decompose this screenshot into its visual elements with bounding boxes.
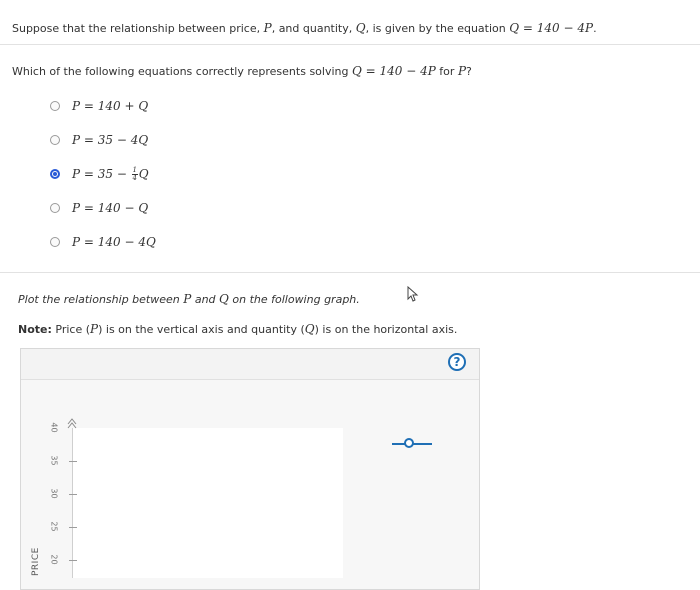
question-equation: Q = 140 − 4P <box>509 21 594 35</box>
radio-button-selected[interactable] <box>50 169 60 179</box>
plot-area[interactable] <box>72 428 343 578</box>
mouse-cursor-icon <box>406 286 420 302</box>
line-tool-point-icon[interactable] <box>404 438 414 448</box>
option-4[interactable] <box>50 198 148 218</box>
option-2[interactable] <box>50 130 148 150</box>
divider <box>0 272 700 273</box>
prompt-text: Which of the following equations correctly represents solving Q = 140 − 4P for P? <box>12 64 472 78</box>
radio-button[interactable] <box>50 135 60 145</box>
note-text: Note: Price (P) is on the vertical axis and quantity (Q) is on the horizontal axis. <box>18 322 458 336</box>
radio-button[interactable] <box>50 203 60 213</box>
y-tick-mark <box>69 461 77 462</box>
graph-toolbar <box>21 349 479 380</box>
y-tick-mark <box>69 560 77 561</box>
option-label: P = 140 − 4Q <box>72 235 156 249</box>
y-tick-mark <box>69 494 77 495</box>
option-3[interactable] <box>50 164 149 184</box>
y-tick-label: 40 <box>49 422 59 433</box>
y-tick-label: 20 <box>49 554 59 565</box>
option-label: P = 35 − 4Q <box>72 133 149 147</box>
y-axis-label: PRICE <box>31 547 41 576</box>
question-text: Suppose that the relationship between price, P, and quantity, Q, is given by the equation Q = 140 − 4P. <box>12 21 597 35</box>
option-label: P = 140 + Q <box>72 99 149 113</box>
plot-instruction: Plot the relationship between P and Q on the following graph. <box>18 292 360 306</box>
divider <box>0 44 700 45</box>
radio-button[interactable] <box>50 101 60 111</box>
help-button[interactable]: ? <box>448 353 466 371</box>
y-tick-label: 25 <box>49 521 59 532</box>
y-tick-mark <box>69 527 77 528</box>
option-label: P = 140 − Q <box>72 201 149 215</box>
y-tick-label: 35 <box>49 455 59 466</box>
fraction: $\frac{1}{4}$ <box>132 165 137 182</box>
option-5[interactable] <box>50 232 156 252</box>
prompt-equation: Q = 140 − 4P <box>351 64 436 78</box>
y-tick-label: 30 <box>49 488 59 499</box>
radio-button[interactable] <box>50 237 60 247</box>
option-1[interactable] <box>50 96 148 116</box>
y-axis-arrow-icon <box>67 418 77 430</box>
option-label: P = 35 − $\frac{1}{4}$ Q <box>72 165 149 182</box>
